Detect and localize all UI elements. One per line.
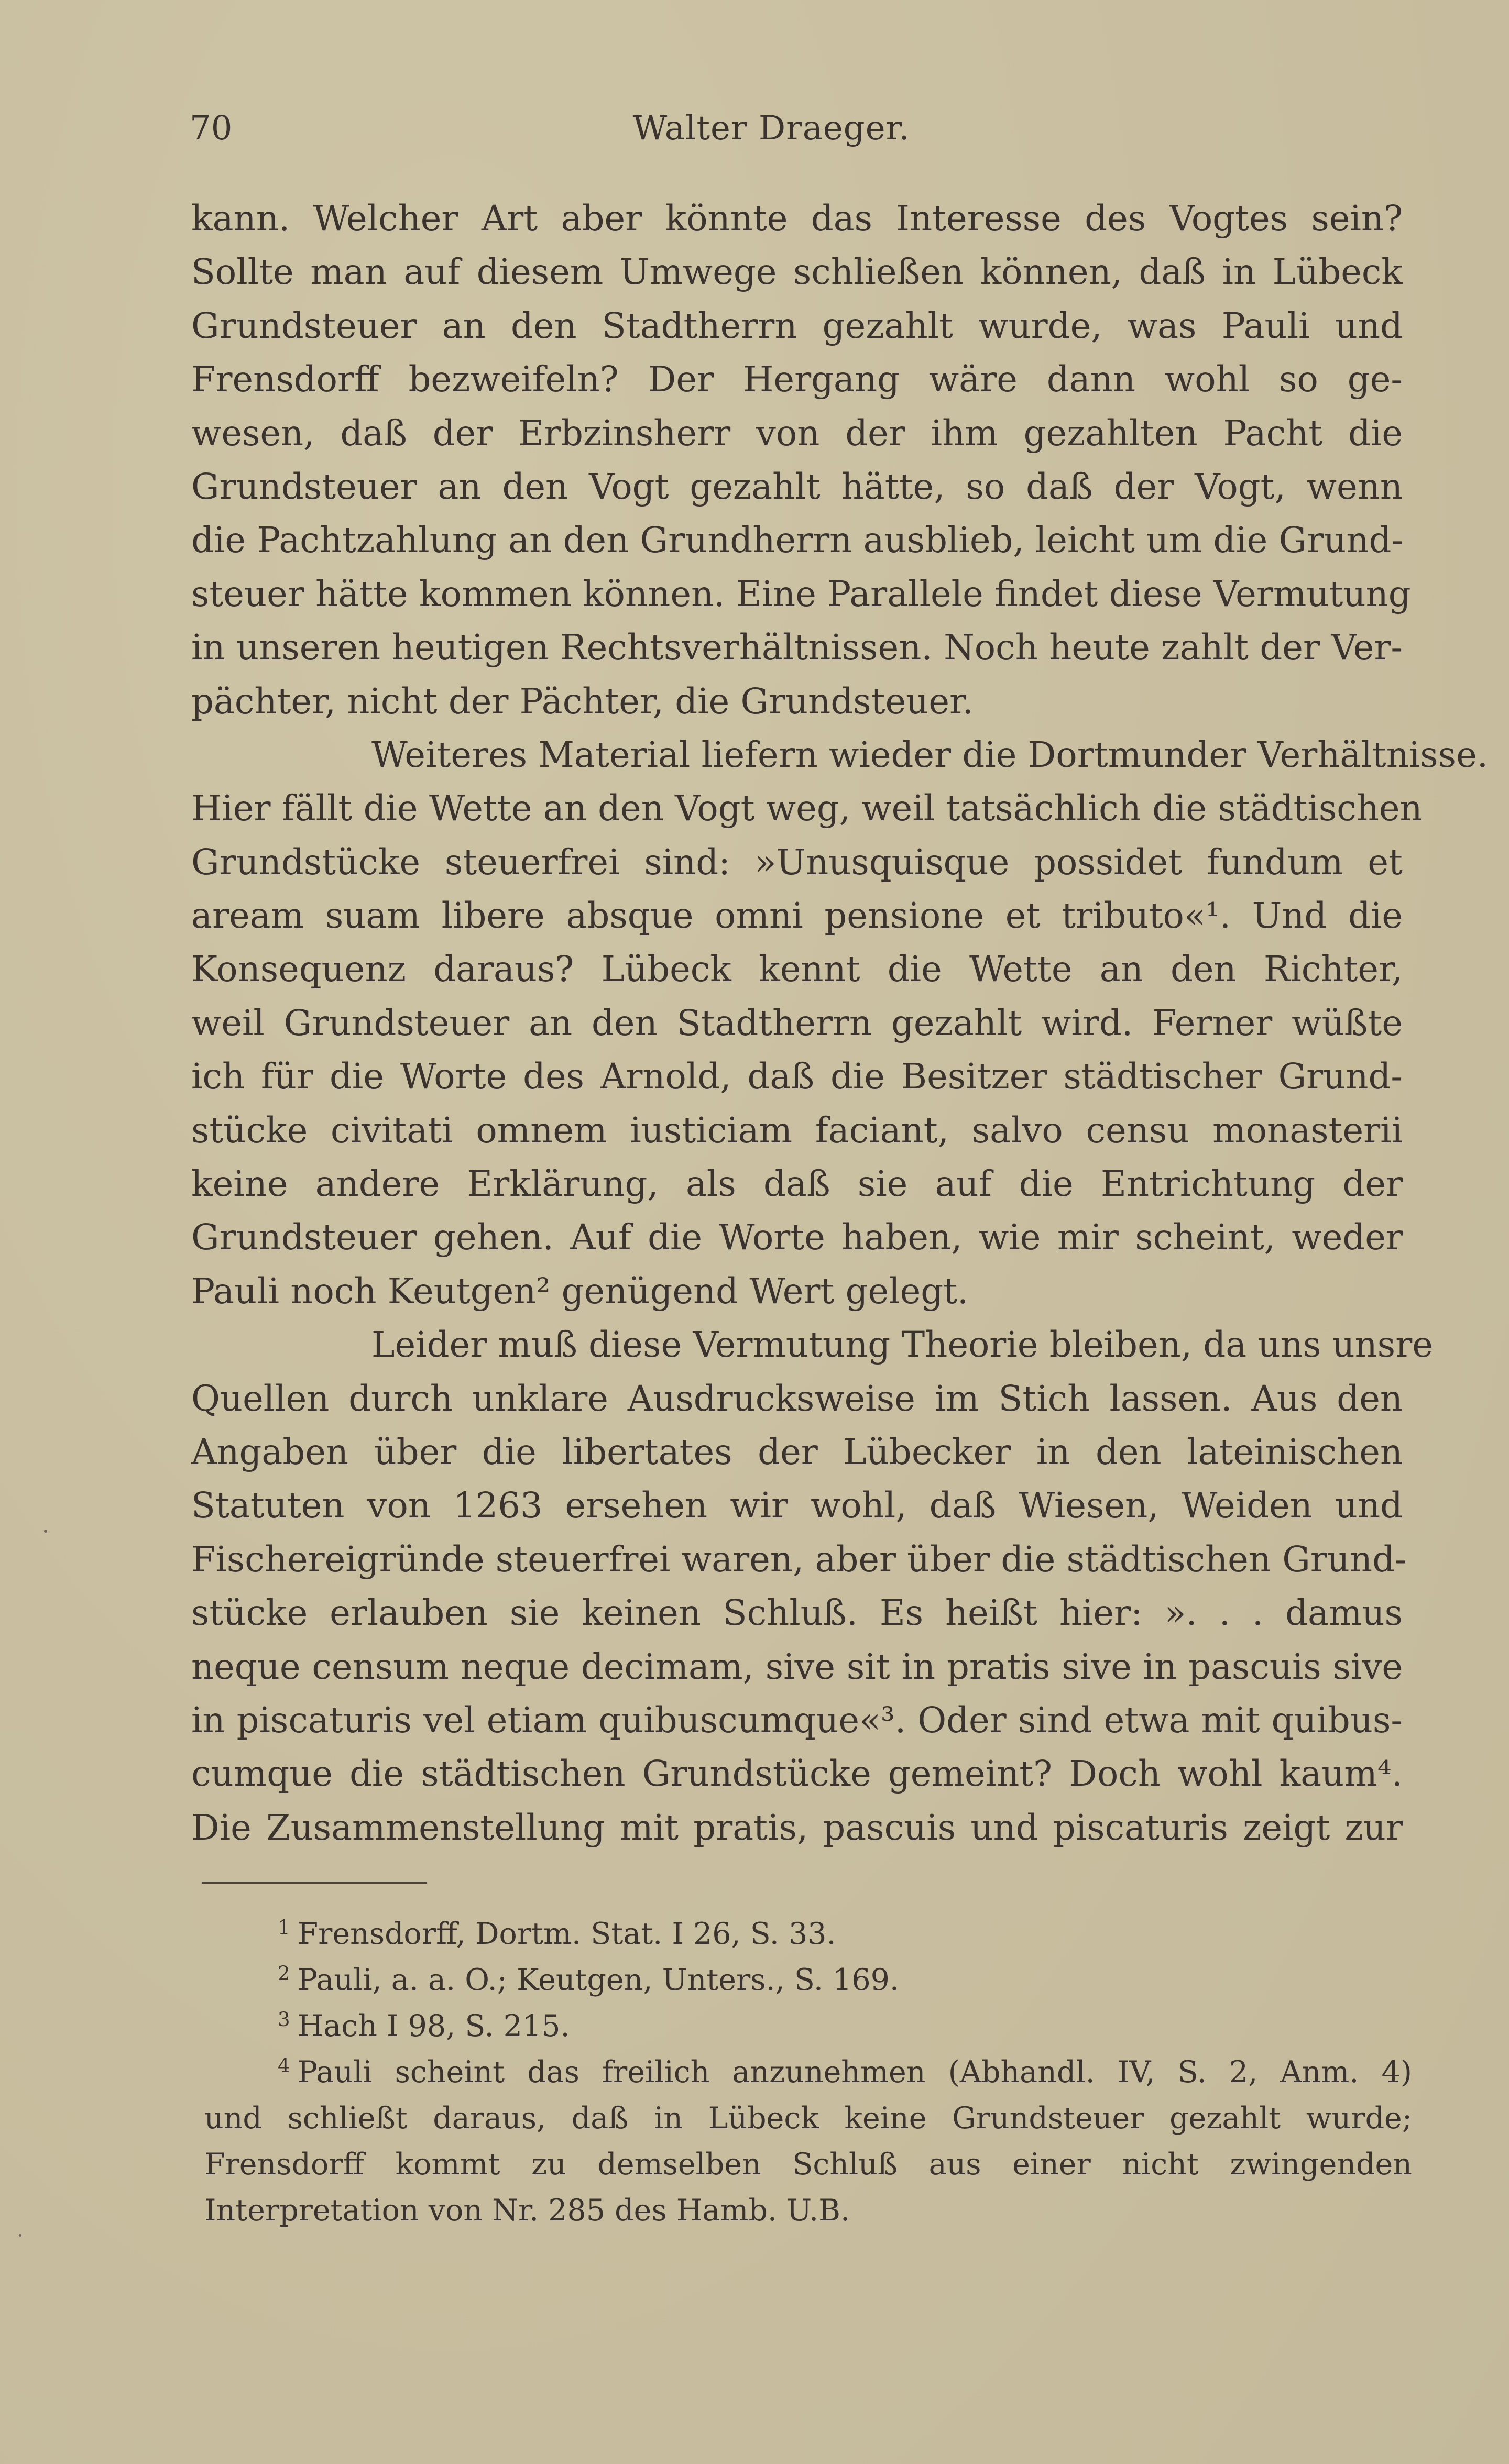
text-line: keine andere Erklärung, als daß sie auf die Entrichtung der	[191, 1163, 1403, 1205]
text-line: Frensdorff bezweifeln? Der Hergang wäre dann wohl so ge-	[191, 359, 1403, 400]
text-line: in unseren heutigen Rechtsverhältnissen. Noch heute zahlt der Ver-	[191, 627, 1403, 668]
main-text	[191, 192, 1489, 1854]
text-line: Quellen durch unklare Ausdrucksweise im Stich lassen. Aus den	[191, 1378, 1403, 1419]
text-line: Konsequenz daraus? Lübeck kennt die Wette an den Richter,	[191, 949, 1403, 990]
text-line: Statuten von 1263 ersehen wir wohl, daß Wiesen, Weiden und	[191, 1485, 1403, 1526]
footnote-number: 4	[278, 2054, 290, 2077]
text-line: stücke erlauben sie keinen Schluß. Es heißt hier: ». . . damus	[191, 1592, 1403, 1634]
footnote-line	[204, 2187, 1412, 2234]
paper-speck	[44, 1530, 47, 1533]
paper-speck	[19, 2234, 21, 2237]
text-line: steuer hätte kommen können. Eine Parallele findet diese Vermutung	[191, 573, 1411, 614]
text-line: in piscaturis vel etiam quibuscumque«³. Oder sind etwa mit quibus-	[191, 1699, 1403, 1741]
footnote-line	[204, 2003, 1412, 2049]
text-line: die Pachtzahlung an den Grundherrn ausblieb, leicht um die Grund-	[191, 520, 1404, 561]
footnotes	[204, 1911, 1412, 2234]
text-line: Grundsteuer an den Vogt gezahlt hätte, so daß der Vogt, wenn	[191, 466, 1403, 507]
text-line: kann. Welcher Art aber könnte das Interesse des Vogtes sein?	[191, 198, 1403, 239]
text-line: Fischereigründe steuerfrei waren, aber über die städtischen Grund-	[191, 1538, 1407, 1580]
text-line: ich für die Worte des Arnold, daß die Besitzer städtischer Grund-	[191, 1056, 1403, 1097]
footnote-text: Frensdorff, Dortm. Stat. I 26, S. 33.	[297, 1917, 836, 1951]
text-line: neque censum neque decimam, sive sit in pratis sive in pascuis sive	[191, 1646, 1403, 1687]
footnote-text: Hach I 98, S. 215.	[297, 2009, 570, 2043]
page-header	[190, 105, 1405, 152]
text-line: Grundstücke steuerfrei sind: »Unusquisque possidet fundum et	[191, 841, 1403, 883]
footnote-number: 1	[278, 1916, 290, 1939]
text-line: Angaben über die libertates der Lübecker in den lateinischen	[191, 1431, 1403, 1472]
footnote-line	[204, 1957, 1412, 2003]
footnote-line	[204, 1911, 1412, 1957]
footnote-text: Interpretation von Nr. 285 des Hamb. U.B.	[204, 2193, 850, 2228]
running-title: Walter Draeger.	[632, 109, 910, 148]
footnote-separator	[202, 1882, 427, 1884]
text-line: Hier fällt die Wette an den Vogt weg, weil tatsächlich die städtischen	[191, 788, 1423, 829]
text-line: cumque die städtischen Grundstücke gemeint? Doch wohl kaum⁴.	[191, 1753, 1403, 1795]
footnote-text: Frensdorff kommt zu demselben Schluß aus einer nicht zwingenden	[204, 2147, 1412, 2182]
text-line: Grundsteuer an den Stadtherrn gezahlt wurde, was Pauli und	[191, 305, 1403, 346]
text-line: Weiteres Material liefern wieder die Dortmunder Verhältnisse.	[371, 734, 1489, 775]
text-line: wesen, daß der Erbzinsherr von der ihm gezahlten Pacht die	[191, 412, 1403, 454]
footnote-line	[204, 2141, 1412, 2187]
text-line: Grundsteuer gehen. Auf die Worte haben, wie mir scheint, weder	[191, 1217, 1403, 1258]
footnote-number: 2	[278, 1962, 290, 1985]
text-line: Leider muß diese Vermutung Theorie bleiben, da uns unsre	[371, 1324, 1433, 1366]
footnote-number: 3	[278, 2008, 290, 2031]
text-line: Pauli noch Keutgen² genügend Wert gelegt.	[191, 1270, 969, 1312]
text-line: Die Zusammenstellung mit pratis, pascuis und piscaturis zeigt zur	[191, 1807, 1403, 1848]
footnote-text: und schließt daraus, daß in Lübeck keine Grundsteuer gezahlt wurde;	[204, 2101, 1412, 2136]
text-line: Sollte man auf diesem Umwege schließen können, daß in Lübeck	[191, 251, 1403, 293]
footnote-line	[204, 2049, 1412, 2095]
text-line: aream suam libere absque omni pensione et tributo«¹. Und die	[191, 895, 1403, 937]
footnote-text: Pauli scheint das freilich anzunehmen (Abhandl. IV, S. 2, Anm. 4)	[297, 2055, 1412, 2089]
footnote-line	[204, 2095, 1412, 2141]
footnote-text: Pauli, a. a. O.; Keutgen, Unters., S. 169.	[297, 1963, 900, 1997]
text-line: stücke civitati omnem iusticiam faciant, salvo censu monasterii	[191, 1109, 1403, 1151]
text-line: pächter, nicht der Pächter, die Grundsteuer.	[191, 680, 974, 722]
text-line: weil Grundsteuer an den Stadtherrn gezahlt wird. Ferner wüßte	[191, 1002, 1403, 1043]
page-number: 70	[190, 109, 233, 148]
